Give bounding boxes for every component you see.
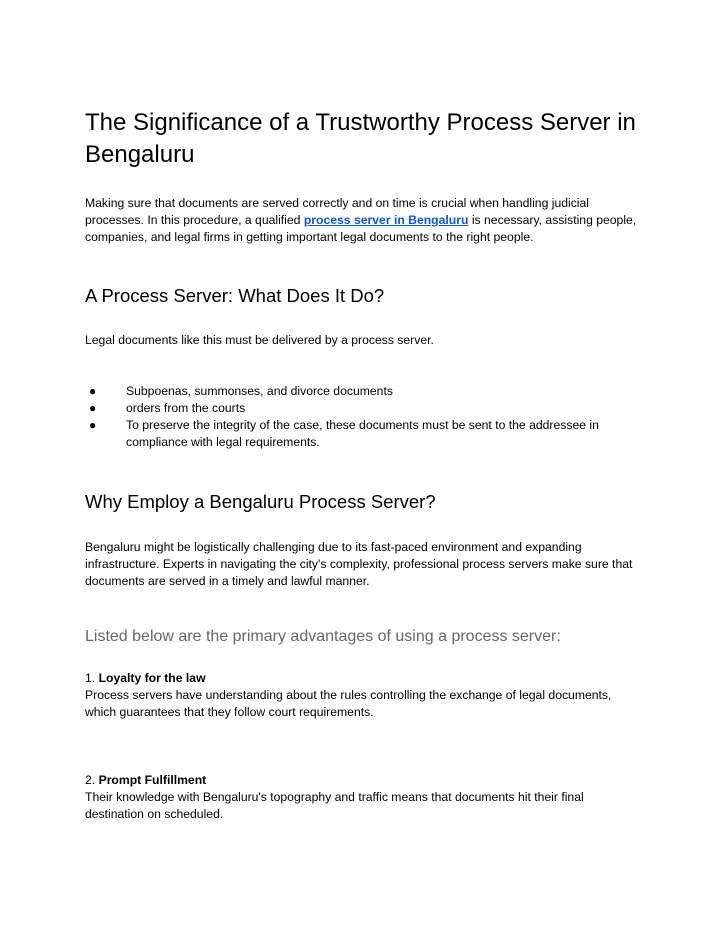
list-item bbox=[85, 383, 645, 400]
advantage-title-line bbox=[85, 772, 645, 789]
advantage-item-2 bbox=[85, 772, 645, 823]
intro-text-end: is necessary, assisting people, companies, and legal firms in getting important legal documents to the right people. bbox=[85, 213, 637, 244]
intro-paragraph bbox=[85, 195, 645, 246]
list-item-text: orders from the courts bbox=[126, 401, 246, 415]
bullet-icon: ● bbox=[89, 384, 97, 398]
advantage-number: 1. bbox=[85, 671, 99, 685]
bullet-icon: ● bbox=[89, 418, 97, 432]
advantage-text: Their knowledge with Bengaluru's topography and traffic means that documents hit their final destination on scheduled. bbox=[85, 790, 584, 821]
document-title: The Significance of a Trustworthy Process Server in Bengaluru bbox=[85, 109, 636, 168]
advantage-item-1 bbox=[85, 670, 645, 721]
list-item-text: Subpoenas, summonses, and divorce documents bbox=[126, 384, 393, 398]
advantage-text: Process servers have understanding about the rules controlling the exchange of legal documents, which guarantees that they follow court requirements. bbox=[85, 688, 612, 719]
list-item bbox=[85, 400, 645, 417]
intro-text-start: Making sure that documents are served correctly and on time is crucial when handling judicial processes. In this procedure, a qualified bbox=[85, 196, 590, 227]
section2-paragraph: Bengaluru might be logistically challenging due to its fast-paced environment and expanding infrastructure. Experts in navigating the city's complexity, professional process servers make sure that documents are served in a timely and lawful manner. bbox=[85, 540, 633, 588]
bullet-icon: ● bbox=[89, 401, 97, 415]
section-heading-what-does-it-do: A Process Server: What Does It Do? bbox=[85, 285, 385, 306]
advantage-title: Loyalty for the law bbox=[98, 671, 206, 685]
list-item-text: To preserve the integrity of the case, these documents must be sent to the addressee in compliance with legal requirements. bbox=[126, 418, 599, 449]
section-heading-why-employ: Why Employ a Bengaluru Process Server? bbox=[85, 491, 436, 512]
process-server-link[interactable]: process server in Bengaluru bbox=[303, 213, 469, 227]
advantage-title-line bbox=[85, 670, 645, 687]
advantage-title: Prompt Fulfillment bbox=[98, 773, 207, 787]
document-types-list bbox=[85, 383, 645, 451]
section-heading-advantages: Listed below are the primary advantages of using a process server: bbox=[85, 628, 561, 645]
advantage-number: 2. bbox=[85, 773, 99, 787]
list-item bbox=[85, 417, 645, 451]
section1-paragraph: Legal documents like this must be delivered by a process server. bbox=[85, 333, 434, 347]
